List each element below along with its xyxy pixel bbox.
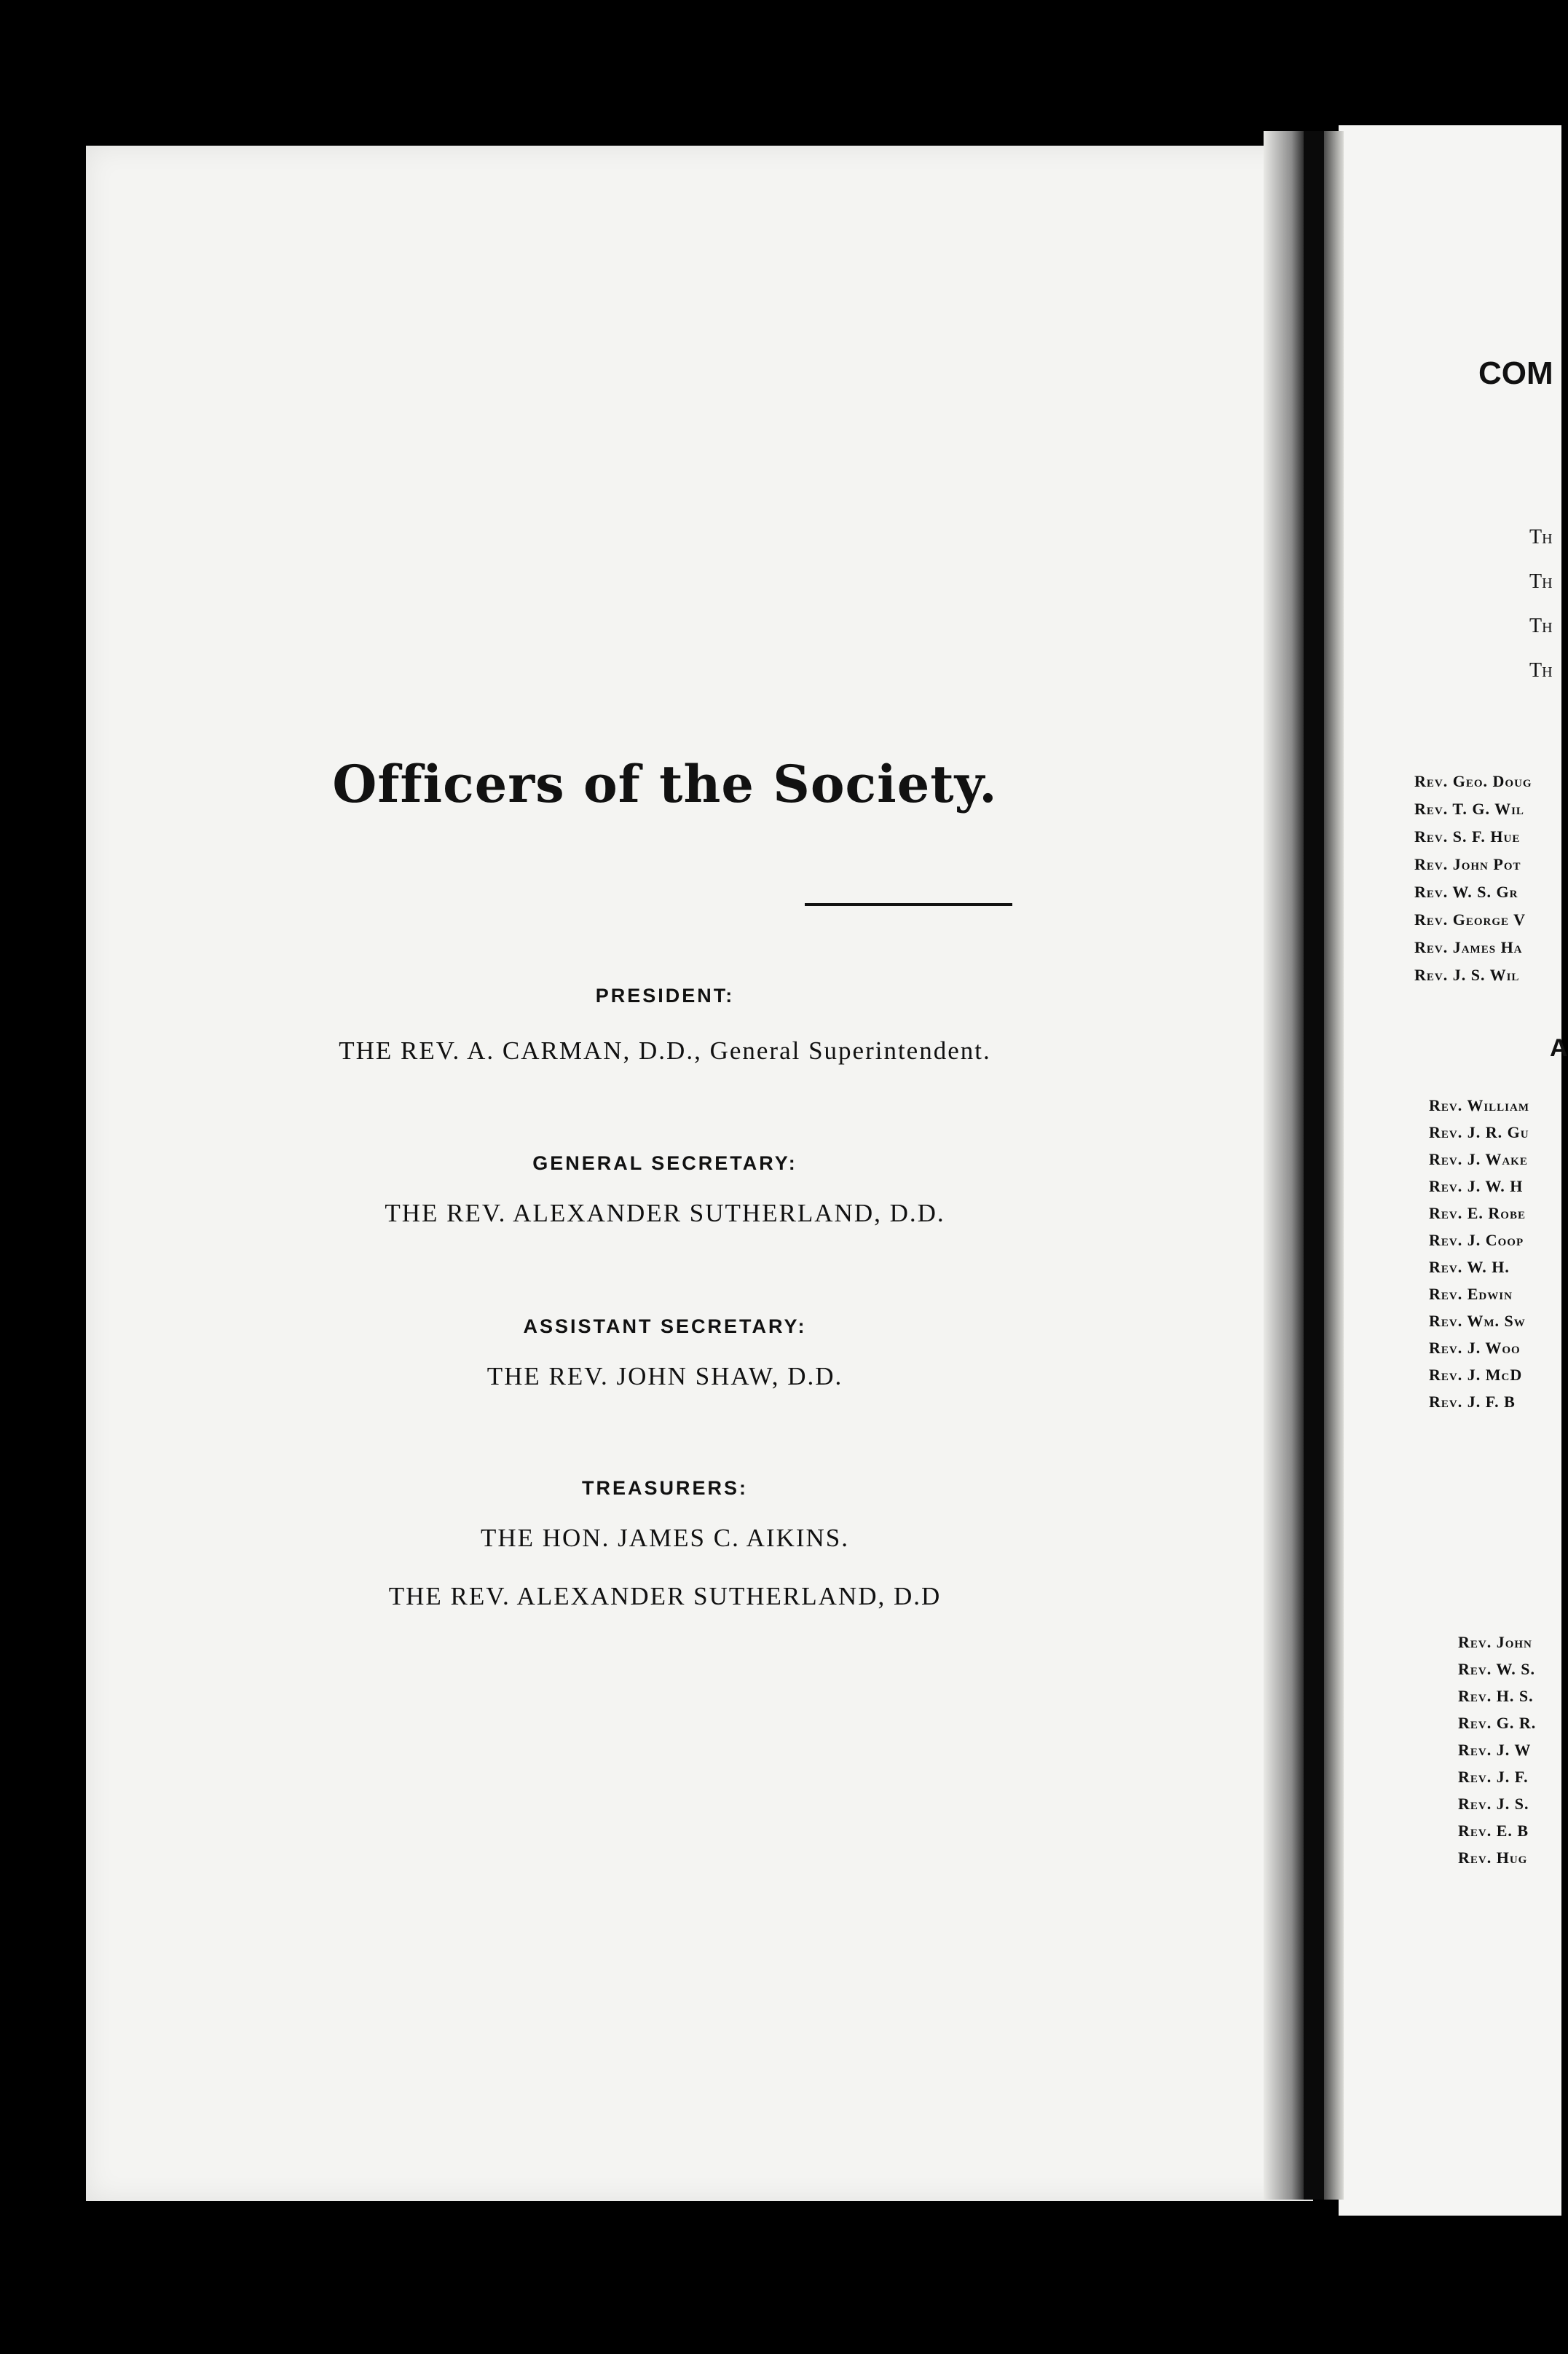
right-page-line: Rev. J. Woo: [1429, 1339, 1521, 1357]
title-rule: [805, 903, 1012, 906]
right-page-line: Rev. W. H.: [1429, 1258, 1510, 1276]
right-page-line: Rev. E. B: [1458, 1822, 1529, 1840]
right-page-line: Rev. Geo. Doug: [1414, 772, 1532, 790]
right-page-line: Rev. Edwin: [1429, 1285, 1513, 1303]
right-page-line: Rev. J. Wake: [1429, 1150, 1528, 1168]
right-page: [1339, 125, 1561, 2216]
right-page-line: Rev. G. R.: [1458, 1714, 1537, 1732]
right-page-line: Rev. E. Robe: [1429, 1204, 1526, 1222]
general-secretary-name: THE REV. ALEXANDER SUTHERLAND, D.D.: [385, 1199, 945, 1227]
right-page-line: Th: [1529, 570, 1553, 593]
right-page-line: Rev. George V: [1414, 910, 1526, 929]
right-page-line: Rev. James Ha: [1414, 938, 1523, 956]
treasurer-name-1: THE HON. JAMES C. AIKINS.: [481, 1524, 849, 1552]
right-page-line: Rev. John Pot: [1414, 855, 1521, 873]
right-page-line: Rev. W. S.: [1458, 1660, 1536, 1678]
right-page-line: Rev. J. F.: [1458, 1768, 1529, 1786]
right-page-heading: COM: [1478, 355, 1553, 391]
right-page-line: Th: [1529, 659, 1553, 682]
right-page-line: Rev. W. S. Gr: [1414, 883, 1518, 901]
section-label-treasurers: TREASURERS:: [581, 1477, 748, 1499]
right-page-line: Rev. Wm. Sw: [1429, 1312, 1526, 1330]
right-page-line: Rev. J. S.: [1458, 1795, 1529, 1813]
right-page-line: Rev. S. F. Hue: [1414, 827, 1521, 846]
president-name: [86, 1036, 1244, 1066]
right-page-line: Rev. J. S. Wil: [1414, 966, 1520, 984]
right-page-line: Rev. J. W. H: [1429, 1177, 1524, 1195]
right-page-line: Rev. J. F. B: [1429, 1393, 1516, 1411]
president-name-text: THE REV. A. CARMAN, D.D., General Superintendent.: [339, 1036, 991, 1065]
right-page-group-2-heading: A: [1550, 1034, 1568, 1062]
right-page-line: Rev. William: [1429, 1096, 1530, 1114]
right-page-line: Rev. H. S.: [1458, 1687, 1534, 1705]
right-page-line: Rev. J. Coop: [1429, 1231, 1524, 1249]
right-page-line: Th: [1529, 526, 1553, 548]
right-page-line: Rev. J. McD: [1429, 1366, 1523, 1384]
right-page-line: Rev. J. R. Gu: [1429, 1123, 1529, 1141]
right-page-line: Rev. T. G. Wil: [1414, 800, 1524, 818]
section-label-general-secretary: GENERAL SECRETARY:: [532, 1152, 797, 1174]
right-page-line: Rev. J. W: [1458, 1741, 1532, 1759]
section-label-president: PRESIDENT:: [595, 985, 735, 1007]
treasurer-name-2: THE REV. ALEXANDER SUTHERLAND, D.D: [388, 1582, 942, 1610]
assistant-secretary-name: THE REV. JOHN SHAW, D.D.: [486, 1362, 843, 1390]
page-title: Officers of the Society.: [332, 754, 998, 814]
right-page-line: Th: [1529, 615, 1553, 637]
book-spine-shadow: [1304, 131, 1324, 2200]
section-label-assistant-secretary: ASSISTANT SECRETARY:: [523, 1315, 807, 1337]
right-page-line: Rev. Hug: [1458, 1849, 1528, 1867]
right-page-line: Rev. John: [1458, 1633, 1532, 1651]
